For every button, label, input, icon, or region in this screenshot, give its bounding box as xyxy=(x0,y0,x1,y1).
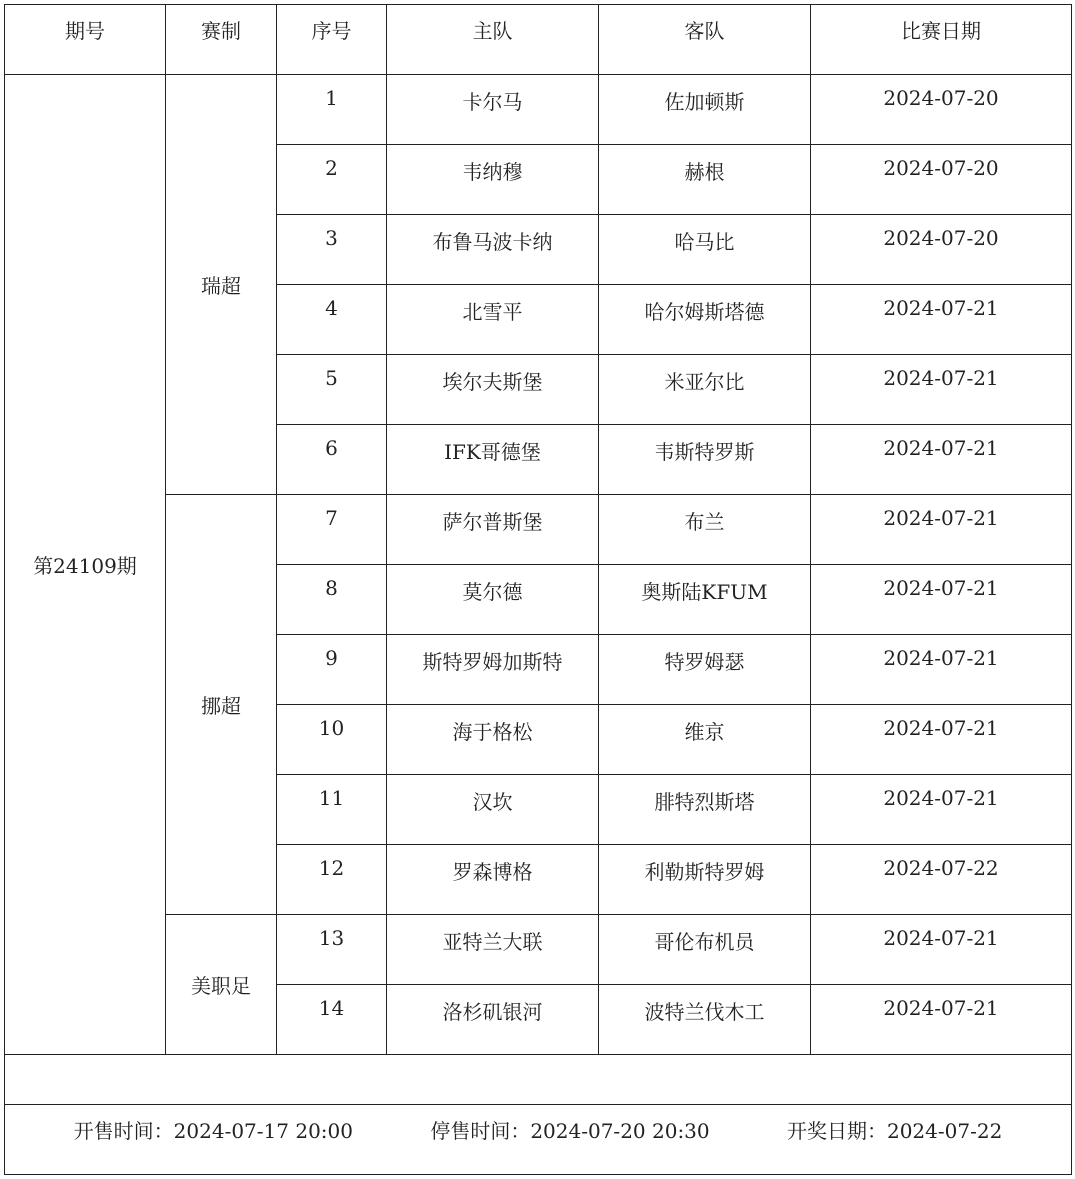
match-date: 2024-07-20 xyxy=(811,215,1072,285)
home-team: 北雪平 xyxy=(387,285,599,355)
home-team: 莫尔德 xyxy=(387,565,599,635)
sale-start-time: 开售时间：2024-07-17 20:00 xyxy=(73,1119,353,1143)
away-team: 哈尔姆斯塔德 xyxy=(599,285,811,355)
away-team: 奥斯陆KFUM xyxy=(599,565,811,635)
match-number: 3 xyxy=(277,215,387,285)
match-date: 2024-07-21 xyxy=(811,425,1072,495)
match-date: 2024-07-20 xyxy=(811,75,1072,145)
away-team: 腓特烈斯塔 xyxy=(599,775,811,845)
home-team: 亚特兰大联 xyxy=(387,915,599,985)
away-team: 哥伦布机员 xyxy=(599,915,811,985)
match-date: 2024-07-21 xyxy=(811,495,1072,565)
match-number: 10 xyxy=(277,705,387,775)
match-date: 2024-07-21 xyxy=(811,285,1072,355)
match-number: 7 xyxy=(277,495,387,565)
away-team: 波特兰伐木工 xyxy=(599,985,811,1055)
table-row xyxy=(5,915,1072,985)
match-number: 14 xyxy=(277,985,387,1055)
blank-row xyxy=(5,1055,1072,1105)
match-date: 2024-07-21 xyxy=(811,635,1072,705)
away-team: 米亚尔比 xyxy=(599,355,811,425)
home-team: 洛杉矶银河 xyxy=(387,985,599,1055)
away-team: 韦斯特罗斯 xyxy=(599,425,811,495)
header-row xyxy=(5,5,1072,75)
header-number: 序号 xyxy=(277,5,387,75)
away-team: 利勒斯特罗姆 xyxy=(599,845,811,915)
match-date: 2024-07-21 xyxy=(811,355,1072,425)
match-date: 2024-07-21 xyxy=(811,985,1072,1055)
table-row xyxy=(5,75,1072,145)
header-period: 期号 xyxy=(5,5,166,75)
away-team: 哈马比 xyxy=(599,215,811,285)
league-cell: 挪超 xyxy=(166,495,277,915)
home-team: 斯特罗姆加斯特 xyxy=(387,635,599,705)
home-team: 罗森博格 xyxy=(387,845,599,915)
match-number: 2 xyxy=(277,145,387,215)
home-team: 埃尔夫斯堡 xyxy=(387,355,599,425)
table-row xyxy=(5,495,1072,565)
match-number: 11 xyxy=(277,775,387,845)
away-team: 佐加顿斯 xyxy=(599,75,811,145)
blank-cell xyxy=(5,1055,1072,1105)
header-league: 赛制 xyxy=(166,5,277,75)
away-team: 特罗姆瑟 xyxy=(599,635,811,705)
match-number: 6 xyxy=(277,425,387,495)
home-team: 汉坎 xyxy=(387,775,599,845)
away-team: 赫根 xyxy=(599,145,811,215)
match-number: 12 xyxy=(277,845,387,915)
home-team: 布鲁马波卡纳 xyxy=(387,215,599,285)
match-date: 2024-07-22 xyxy=(811,845,1072,915)
footer-row xyxy=(5,1105,1072,1175)
home-team: 卡尔马 xyxy=(387,75,599,145)
sale-stop-time: 停售时间：2024-07-20 20:30 xyxy=(430,1119,710,1143)
league-cell: 美职足 xyxy=(166,915,277,1055)
match-date: 2024-07-21 xyxy=(811,705,1072,775)
match-number: 1 xyxy=(277,75,387,145)
match-date: 2024-07-21 xyxy=(811,915,1072,985)
footer-cell xyxy=(5,1105,1072,1175)
match-schedule-table xyxy=(4,4,1072,1175)
match-number: 8 xyxy=(277,565,387,635)
home-team: 萨尔普斯堡 xyxy=(387,495,599,565)
header-home-team: 主队 xyxy=(387,5,599,75)
period-cell: 第24109期 xyxy=(5,75,166,1055)
match-date: 2024-07-21 xyxy=(811,565,1072,635)
match-date: 2024-07-20 xyxy=(811,145,1072,215)
home-team: 韦纳穆 xyxy=(387,145,599,215)
match-number: 4 xyxy=(277,285,387,355)
match-date: 2024-07-21 xyxy=(811,775,1072,845)
home-team: IFK哥德堡 xyxy=(387,425,599,495)
header-away-team: 客队 xyxy=(599,5,811,75)
header-match-date: 比赛日期 xyxy=(811,5,1072,75)
home-team: 海于格松 xyxy=(387,705,599,775)
away-team: 维京 xyxy=(599,705,811,775)
league-cell: 瑞超 xyxy=(166,75,277,495)
match-number: 5 xyxy=(277,355,387,425)
draw-date: 开奖日期：2024-07-22 xyxy=(786,1119,1003,1143)
match-number: 9 xyxy=(277,635,387,705)
match-number: 13 xyxy=(277,915,387,985)
away-team: 布兰 xyxy=(599,495,811,565)
